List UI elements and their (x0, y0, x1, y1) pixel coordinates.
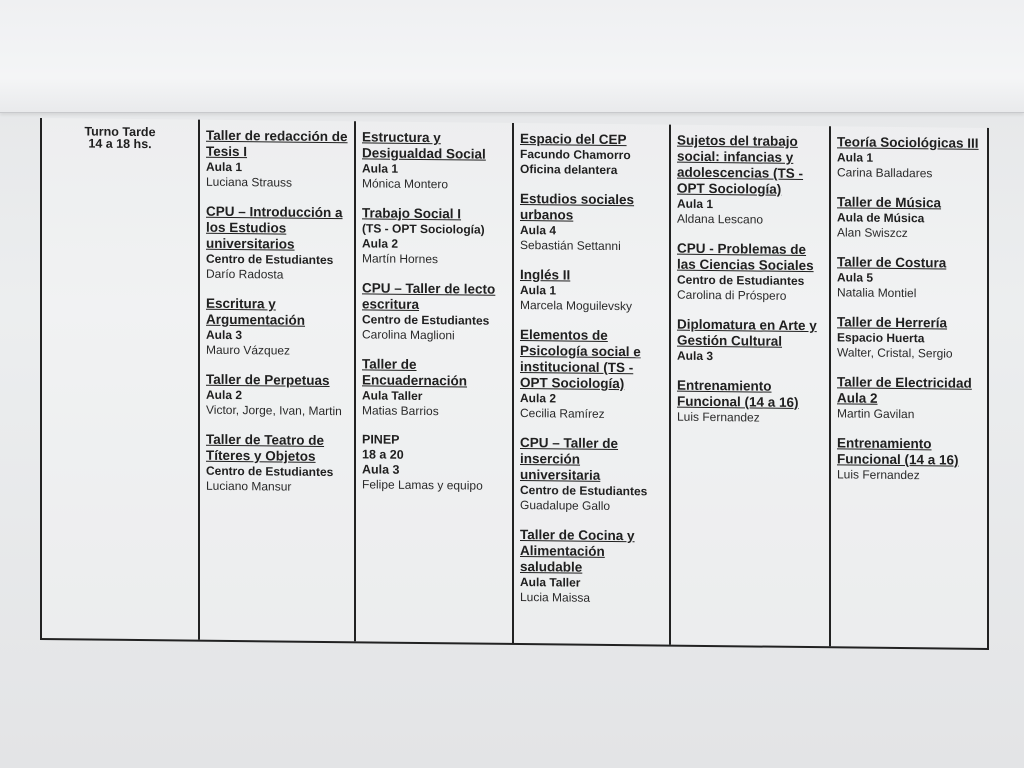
course-title: Taller de Cocina y Alimentación saludable (520, 527, 635, 575)
course-entry (206, 432, 348, 495)
course-entry (206, 296, 348, 359)
course-entry (206, 204, 348, 283)
course-title: Taller de Teatro de Títeres y Objetos (206, 431, 325, 464)
course-entry (677, 133, 823, 229)
instructor-name: Martín Hornes (362, 251, 439, 267)
course-title: Entrenamiento Funcional (14 a 16) (837, 435, 959, 468)
course-entry (520, 327, 663, 422)
course-detail: Aula 2 (520, 391, 557, 406)
course-detail: 18 a 20 (362, 447, 404, 462)
instructor-name: Marcela Moguilevsky (520, 298, 633, 314)
instructor-name: Aldana Lescano (677, 211, 764, 227)
course-detail: PINEP (362, 432, 400, 447)
instructor-name: Luis Fernandez (677, 409, 760, 425)
course-detail: Aula de Música (837, 210, 925, 226)
day-column-4 (671, 125, 831, 647)
course-entry (206, 372, 348, 419)
course-entry (362, 432, 506, 494)
course-entry (362, 280, 506, 344)
instructor-name: Cecilia Ramírez (520, 406, 605, 421)
course-entry (362, 205, 506, 268)
instructor-name: Luciano Mansur (206, 478, 292, 494)
course-detail: Centro de Estudiantes (206, 251, 334, 268)
course-title: CPU – Introducción a los Estudios universitarios (206, 203, 343, 252)
course-title: Espacio del CEP (520, 131, 627, 148)
course-entry (362, 356, 506, 420)
instructor-name: Guadalupe Gallo (520, 498, 611, 513)
course-entry (837, 254, 981, 302)
course-detail: Aula 2 (206, 387, 243, 403)
course-title: Elementos de Psicología social e institucional (TS - OPT Sociología) (520, 327, 641, 392)
shift-hours: 14 a 18 hs. (88, 136, 152, 152)
course-entry (837, 134, 981, 182)
course-title: Estudios sociales urbanos (520, 191, 635, 223)
schedule-table (40, 118, 989, 650)
course-title: Inglés II (520, 267, 571, 283)
course-detail: Aula Taller (520, 575, 581, 590)
instructor-name: Darío Radosta (206, 266, 284, 282)
course-title: Taller de Electricidad Aula 2 (837, 374, 972, 406)
course-title: Taller de Herrería (837, 314, 948, 331)
course-detail: Aula 1 (362, 161, 399, 176)
course-title: Entrenamiento Funcional (14 a 16) (677, 377, 799, 410)
course-entry (362, 129, 506, 193)
course-title: CPU – Taller de lecto escritura (362, 280, 496, 312)
course-entry (837, 374, 981, 423)
course-entry (520, 267, 663, 314)
course-detail: Aula 1 (206, 159, 243, 175)
instructor-name: Mauro Vázquez (206, 342, 291, 358)
instructor-name: Luciana Strauss (206, 174, 293, 190)
instructor-name: Lucia Maissa (520, 590, 591, 605)
day-column-3 (514, 123, 671, 645)
course-detail: Aula 3 (206, 327, 243, 343)
course-entry (520, 527, 663, 606)
course-detail: Aula 1 (677, 196, 714, 212)
course-detail: Aula 3 (677, 348, 714, 364)
course-entry (837, 435, 981, 484)
course-entry (520, 131, 663, 178)
course-title: Taller de redacción de Tesis I (206, 127, 348, 160)
day-column-2 (356, 121, 514, 643)
course-detail: Centro de Estudiantes (362, 312, 490, 328)
instructor-name: Felipe Lamas y equipo (362, 477, 483, 493)
course-detail: Aula 1 (520, 283, 557, 298)
course-entry (677, 317, 823, 366)
course-entry (520, 191, 663, 254)
course-title: Teoría Sociológicas III (837, 134, 979, 151)
instructor-name: Natalia Montiel (837, 285, 917, 301)
instructor-name: Carina Balladares (837, 165, 933, 181)
course-detail: Aula 3 (362, 462, 400, 477)
instructor-name: Alan Swiszcz (837, 225, 908, 241)
course-detail: Aula 1 (837, 150, 874, 165)
course-entry (677, 241, 823, 305)
course-entry (206, 128, 348, 191)
course-detail: Oficina delantera (520, 162, 618, 178)
course-detail: Espacio Huerta (837, 330, 925, 346)
instructor-name: Mónica Montero (362, 176, 449, 192)
course-title: Taller de Encuadernación (362, 356, 468, 389)
course-title: Sujetos del trabajo social: infancias y adolescencias (TS - OPT Sociología) (677, 132, 804, 197)
course-detail: Centro de Estudiantes (206, 463, 334, 480)
course-title: CPU – Taller de inserción universitaria (520, 435, 619, 483)
instructor-name: Sebastián Settanni (520, 238, 621, 254)
course-detail: Aula 5 (837, 270, 874, 285)
course-title: Trabajo Social I (362, 205, 462, 222)
shift-label: Turno Tarde (84, 124, 156, 140)
folded-paper-edge (0, 0, 1024, 113)
instructor-name: Carolina Maglioni (362, 327, 455, 343)
day-column-5 (831, 126, 987, 648)
course-detail: (TS - OPT Sociología) (362, 221, 485, 237)
course-entry (837, 314, 981, 362)
day-column-1 (200, 120, 356, 642)
instructor-name: Martin Gavilan (837, 406, 915, 422)
course-title: Estructura y Desigualdad Social (362, 129, 486, 162)
course-title: Taller de Costura (837, 254, 947, 271)
course-detail: Facundo Chamorro (520, 147, 631, 163)
course-title: CPU - Problemas de las Ciencias Sociales (677, 240, 814, 274)
course-title: Taller de Música (837, 194, 942, 211)
course-entry (520, 435, 663, 514)
course-detail: Aula 2 (362, 236, 399, 251)
course-detail: Aula 4 (520, 223, 557, 238)
instructor-name: Carolina di Próspero (677, 287, 787, 303)
course-detail: Aula Taller (362, 388, 423, 404)
course-detail: Centro de Estudiantes (677, 272, 805, 289)
instructor-name: Matias Barrios (362, 403, 439, 419)
instructor-name: Walter, Cristal, Sergio (837, 345, 953, 361)
course-detail: Centro de Estudiantes (520, 483, 648, 499)
course-entry (837, 194, 981, 242)
course-entry (677, 378, 823, 427)
instructor-name: Victor, Jorge, Ivan, Martin (206, 402, 342, 419)
course-title: Taller de Perpetuas (206, 371, 330, 389)
course-title: Diplomatura en Arte y Gestión Cultural (677, 316, 817, 349)
instructor-name: Luis Fernandez (837, 467, 920, 483)
course-title: Escritura y Argumentación (206, 295, 306, 328)
shift-column (42, 118, 200, 640)
